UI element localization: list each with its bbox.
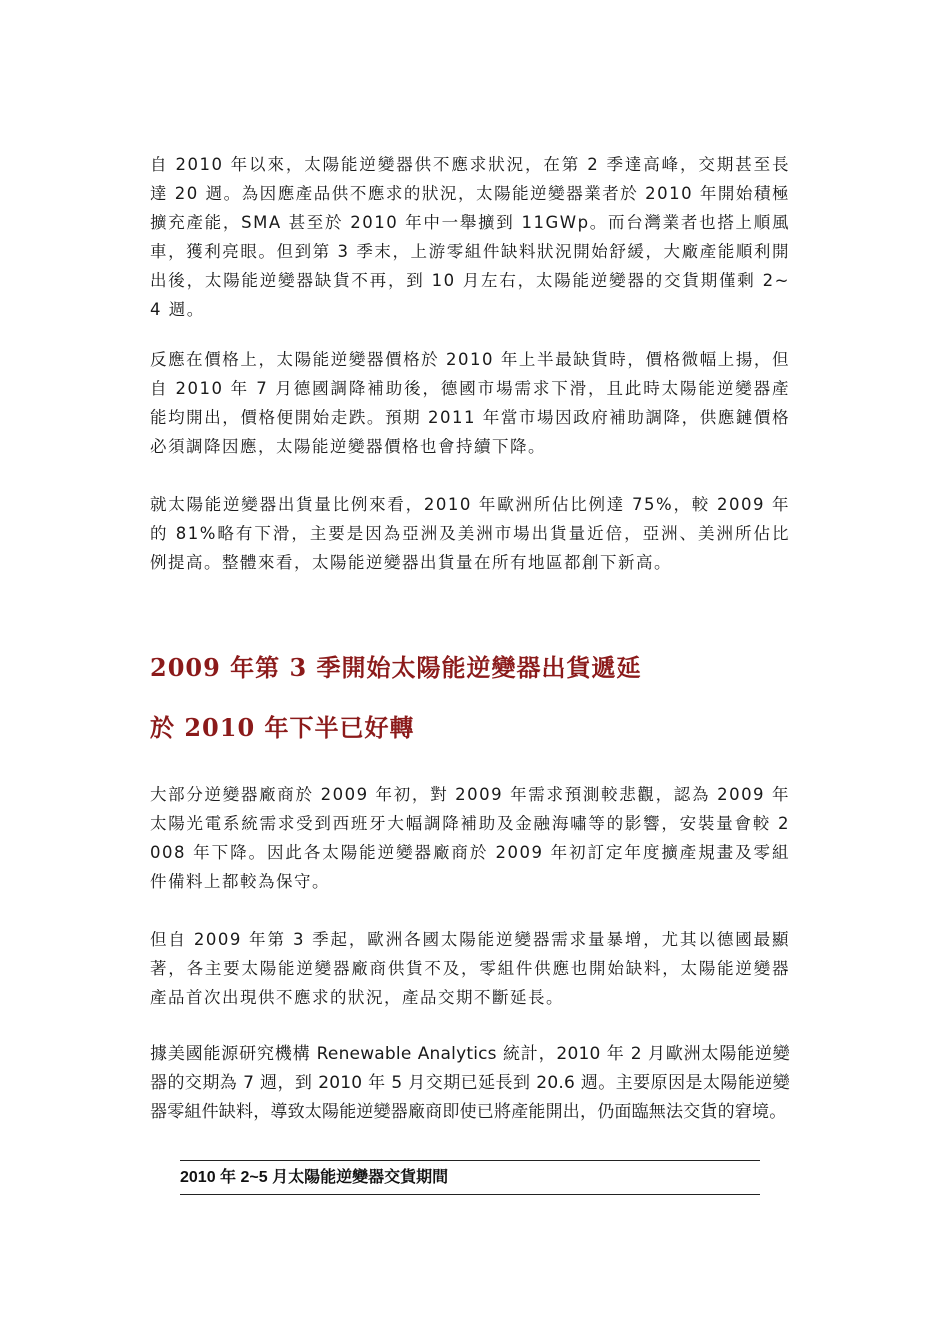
paragraph-demand-surge: 但自 2009 年第 3 季起，歐洲各國太陽能逆變器需求量暴增，尤其以德國最顯著，各主要太陽能逆變器廠商供貨不及，零組件供應也開始缺料，太陽能逆變器產品首次出現供不應求的狀況，產品交期不斷延長。 xyxy=(150,930,790,1007)
paragraph-shipment-share: 就太陽能逆變器出貨量比例來看，2010 年歐洲所佔比例達 75%，較 2009 年的 81%略有下滑，主要是因為亞洲及美洲市場出貨量近倍，亞洲、美洲所佔比例提高。整體來看，太陽能逆變器出貨量在所有地區都創下新高。 xyxy=(150,495,790,572)
paragraph-supply-shortage: 自 2010 年以來，太陽能逆變器供不應求狀況，在第 2 季達高峰，交期甚至長達 20 週。為因應產品供不應求的狀況，太陽能逆變器業者於 2010 年開始積極擴充產能，SMA 甚至於 2010 年中一舉擴到 11GWp。而台灣業者也搭上順風車，獲利亮眼。但到第 3 季末，上游零組件缺料狀況開始舒緩，大廠產能順利開出後，太陽能逆變器缺貨不再，到 10 月左右，太陽能逆變器的交貨期僅剩 2~4 週。 xyxy=(150,155,790,319)
paragraph-conservative-planning: 大部分逆變器廠商於 2009 年初，對 2009 年需求預測較悲觀，認為 2009 年太陽光電系統需求受到西班牙大幅調降補助及金融海嘯等的影響，安裝量會較 2008 年下降。因此各太陽能逆變器廠商於 2009 年初訂定年度擴產規畫及零組件備料上都較為保守。 xyxy=(150,785,790,891)
paragraph-lead-time-stats: 據美國能源研究機構 Renewable Analytics 統計，2010 年 2 月歐洲太陽能逆變器的交期為 7 週，到 2010 年 5 月交期已延長到 20.6 週。主要原因是太陽能逆變器零組件缺料，導致太陽能逆變器廠商即使已將產能開出，仍面臨無法交貨的窘境。 xyxy=(150,1044,790,1122)
table-caption-box xyxy=(180,1160,760,1195)
section-heading-line-1: 2009 年第 3 季開始太陽能逆變器出貨遞延 xyxy=(150,653,642,682)
paragraph-price-trend: 反應在價格上，太陽能逆變器價格於 2010 年上半最缺貨時，價格微幅上揚，但自 2010 年 7 月德國調降補助後，德國市場需求下滑，且此時太陽能逆變器產能均開出，價格便開始走跌。預期 2011 年當市場因政府補助調降，供應鏈價格必須調降因應，太陽能逆變器價格也會持續下降。 xyxy=(150,350,790,456)
section-heading-line-2: 於 2010 年下半已好轉 xyxy=(150,713,415,742)
table-title: 2010 年 2~5 月太陽能逆變器交貨期間 xyxy=(180,1169,449,1186)
